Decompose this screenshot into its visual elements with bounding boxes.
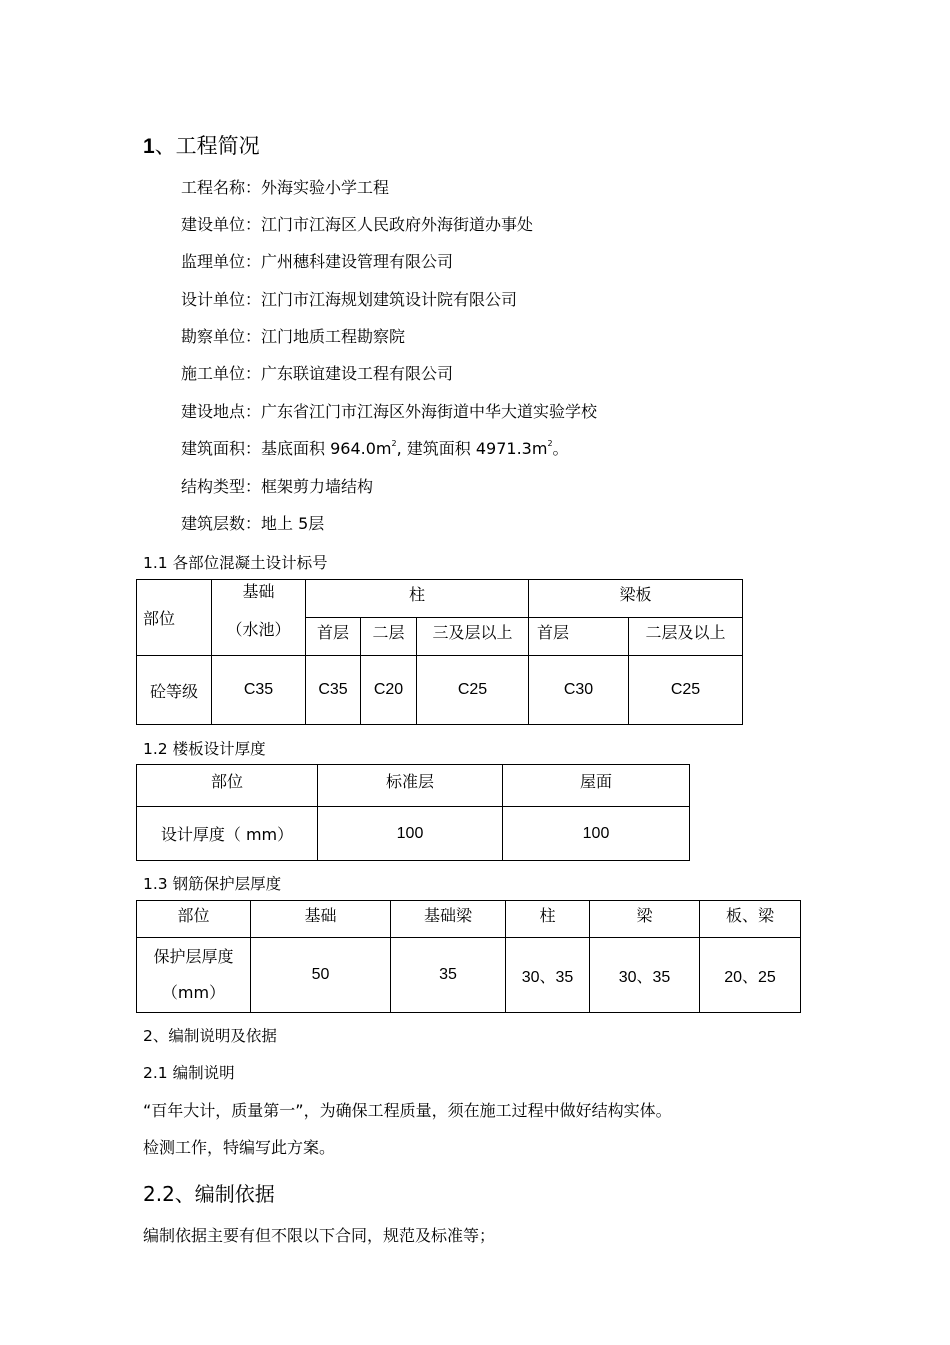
table-header: 部位	[137, 765, 318, 807]
header-beam-first: 首层	[529, 618, 629, 656]
table-cell: C35	[306, 656, 361, 725]
heading-number: 1	[143, 135, 155, 158]
row-label-cover	[137, 938, 251, 1013]
cover-thickness-table	[136, 900, 801, 1013]
table-cell: 100	[503, 807, 690, 861]
info-line-project-name	[181, 175, 389, 198]
header-column-first: 首层	[306, 618, 361, 656]
table-header: 屋面	[503, 765, 690, 807]
info-value: 广州穗科建设管理有限公司	[261, 252, 454, 271]
slab-thickness-table	[136, 764, 690, 861]
table-cell: 35	[391, 938, 506, 1013]
table1-title: 1.1 各部位混凝土设计标号	[143, 554, 328, 572]
header-column: 柱	[306, 580, 529, 618]
table-cell: 30、35	[506, 938, 590, 1013]
table-header: 梁	[590, 901, 700, 938]
row-label-thickness: 设计厚度（ mm）	[137, 807, 318, 861]
info-line-survey	[181, 324, 405, 347]
table3-title: 1.3 钢筋保护层厚度	[143, 875, 282, 893]
info-label: 建设单位：	[181, 215, 262, 234]
info-value: 框架剪力墙结构	[261, 477, 374, 496]
info-label: 工程名称：	[181, 178, 262, 197]
table-cell: 20、25	[700, 938, 801, 1013]
info-label: 建筑层数：	[181, 514, 262, 533]
info-line-supervisor	[181, 249, 453, 272]
section-2-2-heading: 2.2、编制依据	[143, 1182, 275, 1206]
row-label-grade: 砼等级	[137, 656, 212, 725]
foundation-sub-label: （水池）	[226, 620, 291, 639]
table-header: 标准层	[318, 765, 503, 807]
info-line-area	[181, 436, 569, 459]
heading-text: 、工程简况	[154, 134, 260, 158]
table-header: 板、梁	[700, 901, 801, 938]
info-label: 建筑面积：	[181, 439, 262, 458]
table-cell: 30、35	[590, 938, 700, 1013]
table-header: 柱	[506, 901, 590, 938]
table-cell: C30	[529, 656, 629, 725]
table-cell: C25	[629, 656, 743, 725]
concrete-grade-table	[136, 579, 743, 725]
header-column-second: 二层	[361, 618, 417, 656]
info-line-designer	[181, 287, 517, 310]
base-area: 基底面积 964.0m	[261, 439, 392, 458]
row-label-line: 保护层厚度	[153, 947, 234, 966]
header-beam-second-up: 二层及以上	[629, 618, 743, 656]
table-cell: C35	[212, 656, 306, 725]
table-cell: 50	[251, 938, 391, 1013]
info-label: 勘察单位：	[181, 327, 262, 346]
info-label: 施工单位：	[181, 364, 262, 383]
superscript: 2	[391, 439, 397, 448]
info-line-owner	[181, 212, 533, 235]
table-cell: C20	[361, 656, 417, 725]
table-cell: C25	[417, 656, 529, 725]
info-value: 广东省江门市江海区外海街道中华大道实验学校	[261, 402, 598, 421]
table-cell: 100	[318, 807, 503, 861]
superscript: 2	[547, 439, 553, 448]
table-header: 部位	[137, 901, 251, 938]
period: 。	[552, 439, 569, 458]
section-2-1-heading: 2.1 编制说明	[143, 1064, 235, 1082]
paragraph-2: 检测工作，特编写此方案。	[143, 1138, 336, 1157]
table-header: 基础梁	[391, 901, 506, 938]
info-line-structure	[181, 474, 373, 497]
info-value: 江门地质工程勘察院	[261, 327, 406, 346]
table-header: 基础	[251, 901, 391, 938]
info-label: 结构类型：	[181, 477, 262, 496]
info-line-contractor	[181, 361, 453, 384]
info-value: 地上 5层	[261, 514, 325, 533]
info-line-location	[181, 399, 597, 422]
header-beam-slab: 梁板	[529, 580, 743, 618]
info-value: 外海实验小学工程	[261, 178, 390, 197]
paragraph-1: “百年大计，质量第一”，为确保工程质量，须在施工过程中做好结构实体。	[143, 1101, 672, 1120]
header-part: 部位	[137, 580, 212, 656]
page-title	[143, 130, 260, 160]
info-label: 监理单位：	[181, 252, 262, 271]
header-column-third-up: 三及层以上	[417, 618, 529, 656]
table2-title: 1.2 楼板设计厚度	[143, 740, 266, 758]
foundation-label: 基础	[242, 582, 275, 601]
info-label: 建设地点：	[181, 402, 262, 421]
header-foundation	[212, 580, 306, 656]
info-label: 设计单位：	[181, 290, 262, 309]
building-area: , 建筑面积 4971.3m	[396, 439, 548, 458]
paragraph-3: 编制依据主要有但不限以下合同，规范及标准等；	[143, 1226, 496, 1245]
info-value: 广东联谊建设工程有限公司	[261, 364, 454, 383]
row-label-unit: （mm）	[161, 983, 226, 1002]
info-value: 江门市江海规划建筑设计院有限公司	[261, 290, 518, 309]
info-value: 江门市江海区人民政府外海街道办事处	[261, 215, 534, 234]
info-line-floors	[181, 511, 324, 534]
section-2-heading: 2、编制说明及依据	[143, 1027, 277, 1045]
